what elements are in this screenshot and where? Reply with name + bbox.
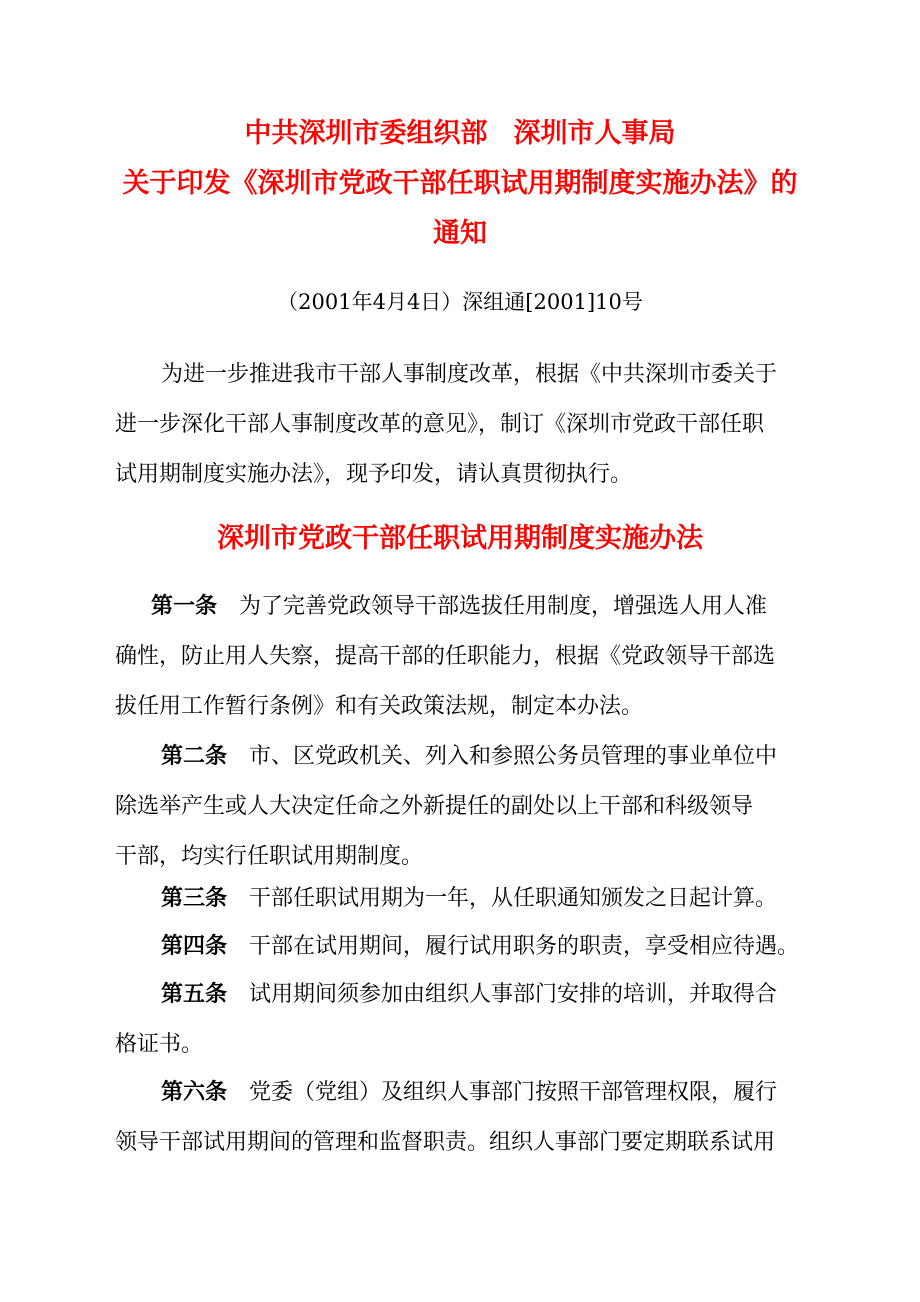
- title-line-3: 通知: [433, 218, 487, 249]
- article-1: [115, 582, 815, 732]
- article-text: 干部任职试用期为一年，从任职通知颁发之日起计算。: [249, 886, 778, 911]
- article-line: [115, 732, 815, 782]
- article-text: 市、区党政机关、列入和参照公务员管理的事业单位中: [249, 744, 778, 769]
- section-title: 深圳市党政干部任职试用期制度实施办法: [217, 523, 703, 554]
- article-text: 党委（党组）及组织人事部门按照干部管理权限，履行: [249, 1080, 778, 1105]
- article-5: [115, 970, 815, 1070]
- intro-line: 为进一步推进我市干部人事制度改革，根据《中共深圳市委关于: [161, 362, 778, 387]
- article-line: 格证书。: [115, 1032, 204, 1057]
- title-line-2: 关于印发《深圳市党政干部任职试用期制度实施办法》的: [122, 168, 798, 199]
- article-line: [115, 970, 815, 1020]
- article-line: [115, 922, 815, 972]
- title-issuers: [0, 112, 920, 156]
- issuer-party-org-dept: 中共深圳市委组织部: [244, 118, 488, 149]
- issuer-personnel-bureau: 深圳市人事局: [513, 118, 676, 149]
- article-3: [115, 874, 815, 924]
- article-text: 干部在试用期间，履行试用职务的职责，享受相应待遇。: [249, 934, 800, 959]
- article-4: [115, 922, 815, 972]
- article-label: 第四条: [161, 934, 228, 959]
- article-line: 拔任用工作暂行条例》和有关政策法规，制定本办法。: [115, 694, 644, 719]
- article-label: 第六条: [161, 1080, 228, 1105]
- article-text: 试用期间须参加由组织人事部门安排的培训，并取得合: [249, 982, 778, 1007]
- article-line: [115, 1068, 815, 1118]
- article-line: 领导干部试用期间的管理和监督职责。组织人事部门要定期联系试用: [115, 1130, 776, 1155]
- article-line: 确性，防止用人失察，提高干部的任职能力，根据《党政领导干部选: [115, 644, 776, 669]
- article-text: 为了完善党政领导干部选拔任用制度，增强选人用人准: [239, 594, 768, 619]
- article-2: [115, 732, 815, 882]
- article-label: 第一条: [151, 594, 218, 619]
- article-line: [115, 874, 815, 924]
- intro-paragraph: [115, 350, 815, 500]
- article-line: [115, 582, 815, 632]
- article-label: 第二条: [161, 744, 228, 769]
- article-line: 干部，均实行任职试用期制度。: [115, 844, 424, 869]
- article-label: 第五条: [161, 982, 228, 1007]
- article-6: [115, 1068, 815, 1168]
- intro-line: 进一步深化干部人事制度改革的意见》，制订《深圳市党政干部任职: [115, 412, 765, 437]
- intro-line: 试用期制度实施办法》，现予印发，请认真贯彻执行。: [115, 462, 633, 487]
- article-line: 除选举产生或人大决定任命之外新提任的副处以上干部和科级领导: [115, 794, 754, 819]
- article-label: 第三条: [161, 886, 228, 911]
- document-number: （2001年4月4日）深组通[2001]10号: [277, 290, 643, 314]
